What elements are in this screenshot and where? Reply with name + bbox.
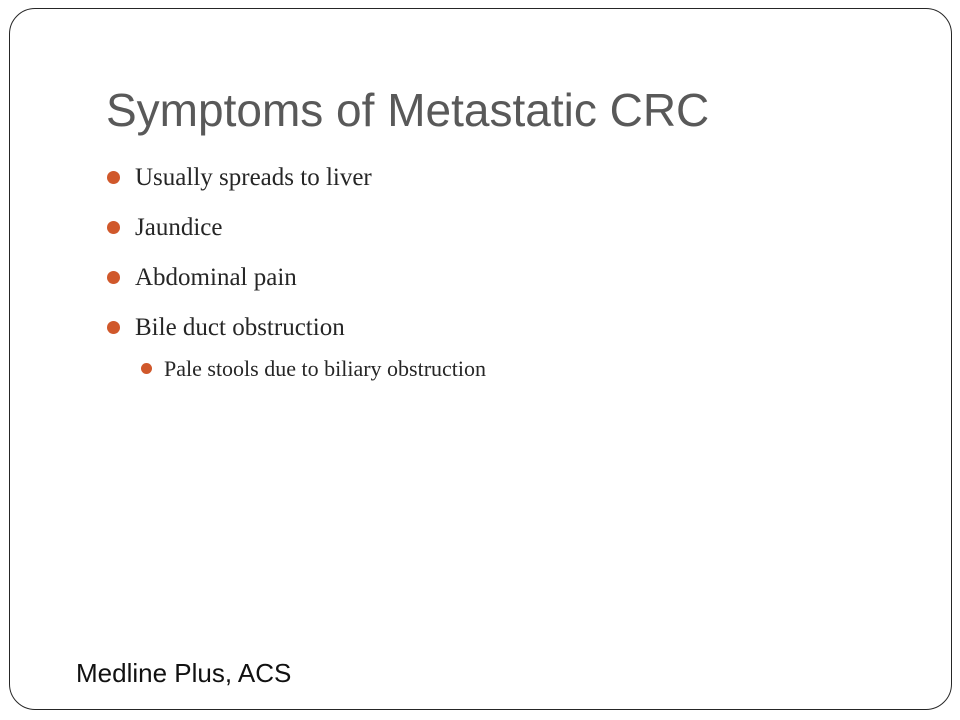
bullet-text: Jaundice [135,214,223,241]
source-citation: Medline Plus, ACS [76,658,292,688]
bullet-dot-icon [107,271,120,284]
bullet-text: Usually spreads to liver [135,164,372,191]
bullet-dot-icon [141,363,152,374]
bullet-dot-icon [107,171,120,184]
bullet-dot-icon [107,321,120,334]
bullet-text: Abdominal pain [135,264,297,291]
bullet-dot-icon [107,221,120,234]
bullet-text: Bile duct obstruction [135,314,345,341]
sub-bullet-text: Pale stools due to biliary obstruction [164,356,487,381]
slide-title: Symptoms of Metastatic CRC [106,84,710,136]
